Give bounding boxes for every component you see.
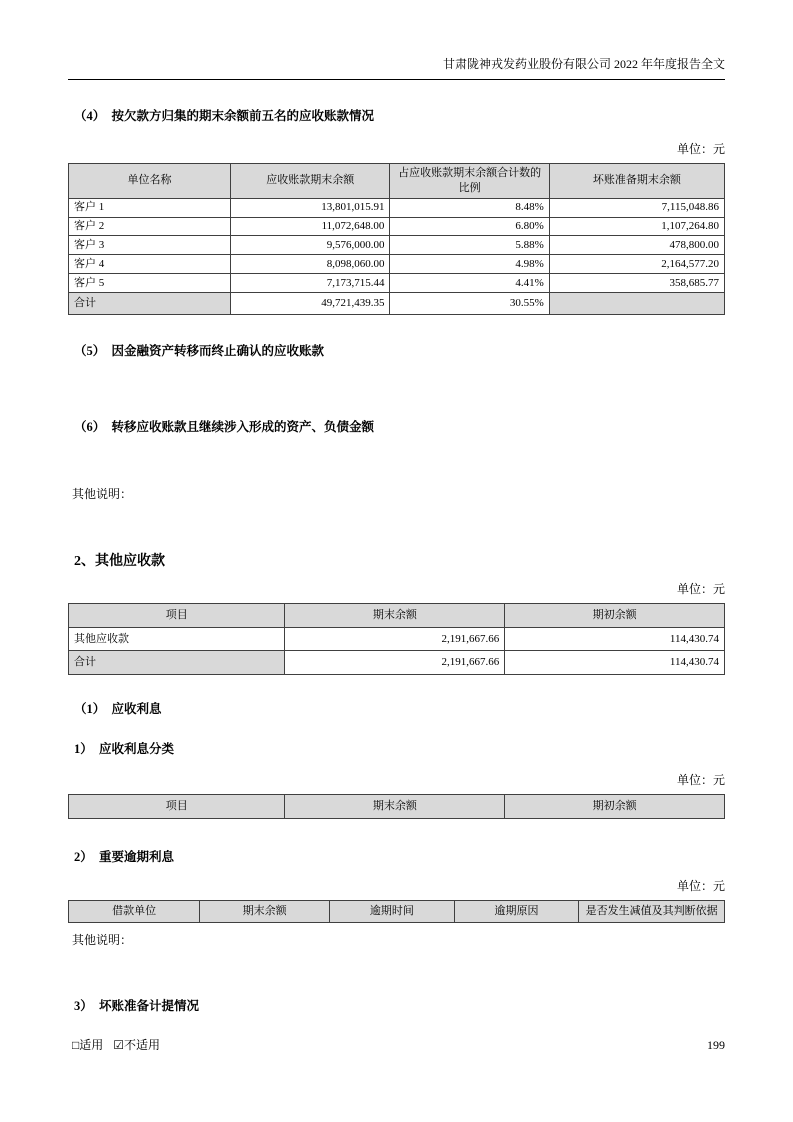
other-receivables-table bbox=[68, 603, 725, 676]
table-cell: 合计 bbox=[69, 292, 231, 314]
table-cell: 2,191,667.66 bbox=[285, 627, 505, 651]
table-cell: 114,430.74 bbox=[505, 651, 725, 675]
table-cell: 4.41% bbox=[390, 274, 549, 293]
column-header: 坏账准备期末余额 bbox=[549, 164, 724, 199]
section-title-interest-classification: 1） 应收利息分类 bbox=[74, 742, 175, 757]
table-header-row bbox=[69, 603, 725, 627]
table-cell: 客户 4 bbox=[69, 255, 231, 274]
table-cell: 客户 5 bbox=[69, 274, 231, 293]
column-header: 期初余额 bbox=[505, 795, 725, 819]
column-header: 应收账款期末余额 bbox=[231, 164, 390, 199]
applicability-line bbox=[68, 1036, 725, 1053]
table-cell: 2,164,577.20 bbox=[549, 255, 724, 274]
table-cell: 114,430.74 bbox=[505, 627, 725, 651]
table-cell: 7,115,048.86 bbox=[549, 198, 724, 217]
other-note-label: 其他说明： bbox=[72, 932, 133, 947]
other-note-label: 其他说明： bbox=[72, 486, 133, 501]
table-cell: 合计 bbox=[69, 651, 285, 675]
table-cell: 13,801,015.91 bbox=[231, 198, 390, 217]
table-cell: 6.80% bbox=[390, 217, 549, 236]
table-cell: 11,072,648.00 bbox=[231, 217, 390, 236]
table-row bbox=[69, 274, 725, 293]
column-header: 逾期原因 bbox=[454, 901, 579, 923]
table-total-row bbox=[69, 651, 725, 675]
column-header: 单位名称 bbox=[69, 164, 231, 199]
table-row bbox=[69, 627, 725, 651]
column-header: 期末余额 bbox=[285, 795, 505, 819]
column-header: 期初余额 bbox=[505, 603, 725, 627]
checkbox-not-applicable: ☑不适用 bbox=[113, 1037, 161, 1052]
section-title-interest-receivable: （1） 应收利息 bbox=[74, 702, 162, 717]
column-header: 项目 bbox=[69, 603, 285, 627]
section-title-top5-receivables: （4） 按欠款方归集的期末余额前五名的应收账款情况 bbox=[74, 109, 375, 123]
column-header: 期末余额 bbox=[285, 603, 505, 627]
section-title-overdue-interest: 2） 重要逾期利息 bbox=[74, 850, 175, 865]
document-header: 甘肃陇神戎发药业股份有限公司 2022 年年度报告全文 bbox=[68, 0, 725, 80]
top5-receivables-table bbox=[68, 163, 725, 315]
table-cell: 1,107,264.80 bbox=[549, 217, 724, 236]
table-cell: 49,721,439.35 bbox=[231, 292, 390, 314]
unit-label: 单位：元 bbox=[676, 773, 725, 788]
checkbox-applicable: □适用 bbox=[72, 1037, 104, 1052]
table-row bbox=[69, 217, 725, 236]
section-title-other-receivables: 2、其他应收款 bbox=[74, 553, 165, 569]
table-header-row bbox=[69, 795, 725, 819]
unit-label: 单位：元 bbox=[676, 581, 725, 596]
table-cell: 8.48% bbox=[390, 198, 549, 217]
section-title-bad-debt-provision: 3） 坏账准备计提情况 bbox=[74, 998, 200, 1013]
table-total-row bbox=[69, 292, 725, 314]
overdue-interest-table bbox=[68, 900, 725, 923]
column-header: 期末余额 bbox=[200, 901, 330, 923]
table-cell: 5.88% bbox=[390, 236, 549, 255]
table-header-row bbox=[69, 901, 725, 923]
table-cell: 4.98% bbox=[390, 255, 549, 274]
column-header: 逾期时间 bbox=[330, 901, 455, 923]
page-number: 199 bbox=[707, 1038, 725, 1052]
table-cell bbox=[549, 292, 724, 314]
table-row bbox=[69, 198, 725, 217]
table-cell: 8,098,060.00 bbox=[231, 255, 390, 274]
table-header-row bbox=[69, 164, 725, 199]
table-cell: 9,576,000.00 bbox=[231, 236, 390, 255]
table-cell: 2,191,667.66 bbox=[285, 651, 505, 675]
table-cell: 客户 2 bbox=[69, 217, 231, 236]
table-cell: 客户 1 bbox=[69, 198, 231, 217]
unit-label: 单位：元 bbox=[676, 879, 725, 894]
section-title-derecognized-receivables: （5） 因金融资产转移而终止确认的应收账款 bbox=[74, 343, 325, 358]
table-cell: 30.55% bbox=[390, 292, 549, 314]
column-header: 占应收账款期末余额合计数的比例 bbox=[390, 164, 549, 199]
table-cell: 7,173,715.44 bbox=[231, 274, 390, 293]
table-cell: 其他应收款 bbox=[69, 627, 285, 651]
column-header: 是否发生减值及其判断依据 bbox=[579, 901, 725, 923]
unit-label: 单位：元 bbox=[676, 142, 725, 156]
column-header: 项目 bbox=[69, 795, 285, 819]
section-title-continuing-involvement: （6） 转移应收账款且继续涉入形成的资产、负债金额 bbox=[74, 419, 375, 434]
table-cell: 478,800.00 bbox=[549, 236, 724, 255]
interest-classification-table bbox=[68, 794, 725, 819]
column-header: 借款单位 bbox=[69, 901, 200, 923]
table-cell: 358,685.77 bbox=[549, 274, 724, 293]
table-row bbox=[69, 255, 725, 274]
table-row bbox=[69, 236, 725, 255]
table-cell: 客户 3 bbox=[69, 236, 231, 255]
